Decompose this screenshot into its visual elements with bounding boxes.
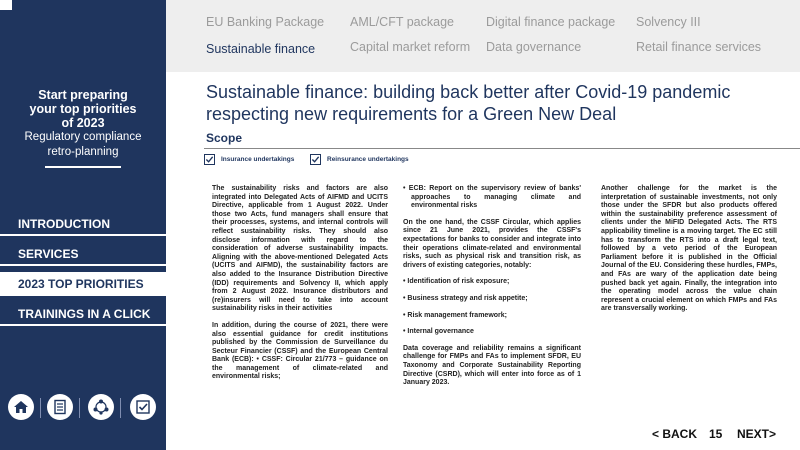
back-button[interactable]: < BACK xyxy=(652,427,698,441)
insurance-checkbox[interactable] xyxy=(204,154,215,165)
paragraph: In addition, during the course of 2021, there were also essential guidance for credit institutions published by the Commission de Surveillance du Secteur Financier (CSSF) and the European Central Bank (ECB): • CSSF: Circular 21/773 – guidance on the management of climate-related and environmental risks; xyxy=(212,321,388,381)
sidebar-icon-bar xyxy=(0,394,166,422)
list-item: • Internal governance xyxy=(403,328,474,336)
paragraph: • ECB: Report on the supervisory review of banks' approaches to managing climate and environmental risks xyxy=(403,185,581,210)
package-retail-finance[interactable]: Retail finance services xyxy=(636,40,762,54)
next-button[interactable]: NEXT> xyxy=(737,427,777,441)
nav-introduction[interactable]: INTRODUCTION xyxy=(0,212,166,236)
paragraph: On the one hand, the CSSF Circular, which applies since 21 June 2021, provides the CSSF's expectations for banks to consider and integrate into their operations climate-related and environmental risks, such as physical risk and transition risk, as drivers of existing categories, notably: xyxy=(403,218,581,269)
insurance-label: Insurance undertakings xyxy=(221,155,295,163)
package-capital-market-reform[interactable]: Capital market reform xyxy=(350,40,471,54)
paragraph: Another challenge for the market is the interpretation of sustainable investments, not only those under the SFDR but also products offered within the sustainability preference assessment of clients under the MiFID Delegated Acts. The RTS applicability timeline is a moving target. The EC still has to transform the RTS into a draft legal text, followed by a veto period of the European Parliament before it is published in the Official Journal of the EU. Considering these hurdles, FMPs, and FAs are wary of the application date being pushed back yet again. Finally, the integration into the operating model across the value chain represent a crucial element on which FMPs and FAs are transversally working. xyxy=(601,185,777,313)
nav-services[interactable]: SERVICES xyxy=(0,242,166,266)
scope-reinsurance xyxy=(310,153,409,165)
package-data-governance[interactable]: Data governance xyxy=(486,40,582,54)
paragraph: Data coverage and reliability remains a significant challenge for FMPs and FAs to implement SFDR, EU Taxonomy and Corporate Sustainability Reporting Directive (CSRD), which will enter into force as of 1 January 2023. xyxy=(403,344,581,387)
checklist-icon[interactable] xyxy=(130,394,156,420)
content-area xyxy=(166,171,800,450)
content-column-2 xyxy=(403,185,581,396)
list-item: • Identification of risk exposure; xyxy=(403,278,510,286)
reinsurance-label: Reinsurance undertakings xyxy=(327,155,409,163)
content-column-3 xyxy=(601,185,777,322)
icon-separator xyxy=(79,398,80,418)
document-list-icon[interactable] xyxy=(47,394,73,420)
nav-2023-top-priorities[interactable]: 2023 TOP PRIORITIES xyxy=(0,272,166,296)
scope-insurance xyxy=(204,153,294,165)
priorities-block xyxy=(0,88,166,168)
nav-trainings-in-a-click[interactable]: TRAININGS IN A CLICK xyxy=(0,302,166,326)
icon-separator xyxy=(40,398,41,418)
page-number: 15 xyxy=(709,427,723,441)
home-icon[interactable] xyxy=(8,394,34,420)
package-aml-cft[interactable]: AML/CFT package xyxy=(350,15,454,29)
package-digital-finance[interactable]: Digital finance package xyxy=(486,15,616,29)
list-item: • Business strategy and risk appetite; xyxy=(403,294,528,302)
icon-separator xyxy=(120,398,121,418)
sidebar-nav xyxy=(0,212,166,332)
content-column-1 xyxy=(212,185,388,390)
package-sustainable-finance[interactable]: Sustainable finance xyxy=(206,42,316,56)
priorities-divider xyxy=(45,166,121,168)
package-eu-banking[interactable]: EU Banking Package xyxy=(206,15,325,29)
people-circle-icon[interactable] xyxy=(88,394,114,420)
paragraph: The sustainability risks and factors are also integrated into Delegated Acts of AIFMD and UCITS Directive, applicable from 1 August 2022. Under those two Acts, fund managers shall ensure that their processes, systems, and internal controls will reflect sustainability risks. They should also disclose information with regard to the consideration of adverse sustainability impacts. Aligning with the above-mentioned Delegated Acts (UCITS and AIFMD), the sustainability factors are also added to the Insurance Distribution Directive (IDD) requirements and Solvency II, which apply from 2 August 2022. Insurance distributors and (re)insurers will need to take into account sustainability risks in their activities xyxy=(212,185,388,313)
list-item: • Risk management framework; xyxy=(403,311,507,319)
reinsurance-checkbox[interactable] xyxy=(310,154,321,165)
priorities-line-4: Regulatory compliance xyxy=(24,131,142,143)
sidebar-corner-mark xyxy=(0,0,12,10)
priorities-line-5: retro-planning xyxy=(47,146,119,158)
priorities-line-2: your top priorities xyxy=(29,102,137,116)
scope-divider xyxy=(204,148,800,149)
package-solvency-iii[interactable]: Solvency III xyxy=(636,15,701,29)
priorities-line-1: Start preparing xyxy=(38,88,128,102)
page-title: Sustainable finance: building back better after Covid-19 pandemic respecting new requirements for a Green New Deal xyxy=(206,82,731,124)
priorities-line-3: of 2023 xyxy=(61,116,105,130)
package-nav xyxy=(166,0,800,72)
sidebar xyxy=(0,0,166,450)
scope-label: Scope xyxy=(206,131,243,145)
